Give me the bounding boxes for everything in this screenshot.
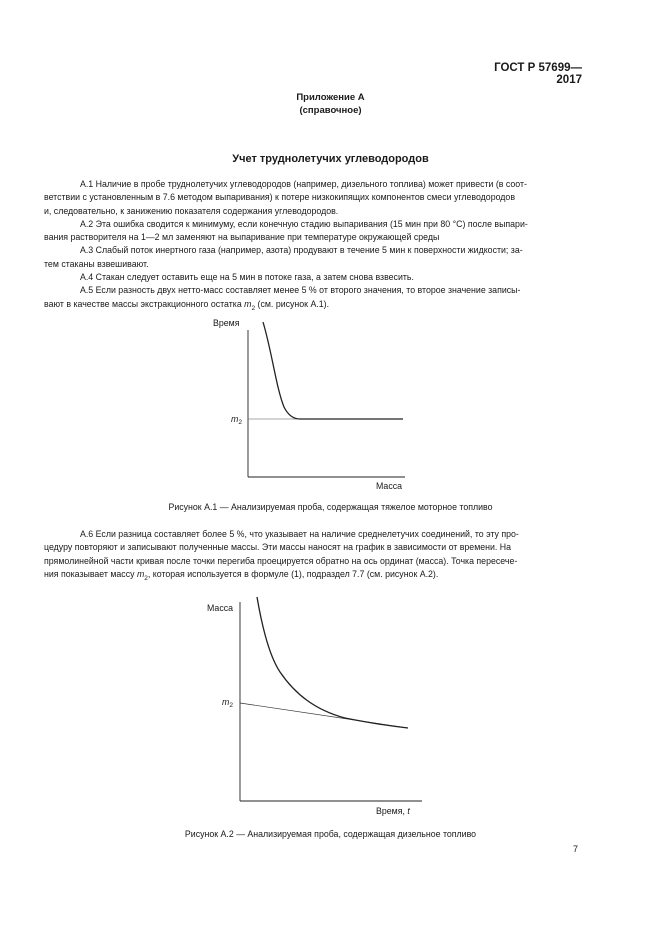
paragraph-a6-line2: цедуру повторяют и записывают полученные массы. Эти массы наносят на график в зависимости от времени. На [44,542,512,553]
figure-a1-x-label: Масса [376,481,403,491]
figure-a1-curve [263,322,403,419]
page-number: 7 [573,844,579,854]
a6-text-end: , которая используется в формуле (1), подраздел 7.7 (см. рисунок А.2). [147,568,439,579]
a6-variable: m [136,568,145,579]
figure-a2-x-label: Время, t [376,806,410,816]
annex-subtitle: (справочное) [299,105,362,116]
paragraph-a1-line2: ветствии с установленным в 7.6 методом выпаривания) к потере низкокипящих компонентов смеси углеводородов [44,192,515,203]
figure-a1-level-label: $m_2$ [231,414,242,426]
paragraph-a3-line1: А.3 Слабый поток инертного газа (например, азота) продувают в течение 5 мин к поверхности жидкости; за- [80,245,523,256]
paragraph-a2-line1: А.2 Эта ошибка сводится к минимуму, если конечную стадию выпаривания (15 мин при 80 °С) после выпари- [80,218,528,229]
a5-variable: m [244,298,252,309]
paragraph-a6-line4 [44,568,582,585]
figure-a1-y-label: Время [213,318,240,328]
a6-subscript: 2 [144,574,148,582]
paragraph-a3-line2: тем стаканы взвешивают. [44,258,149,269]
paragraph-a4-line1: А.4 Стакан следует оставить еще на 5 мин в потоке газа, а затем снова взвесить. [80,272,414,283]
a5-text-end: (см. рисунок А.1). [255,298,330,309]
a5-subscript: 2 [251,304,256,312]
figure-a1-caption: Рисунок А.1 — Анализируемая проба, содержащая тяжелое моторное топливо [168,502,493,512]
paragraph-a6-line1: А.6 Если разница составляет более 5 %, что указывает на наличие среднелетучих соединений, то эту про- [80,529,519,539]
figure-a2-y-label: Масса [207,603,234,613]
a6-text: ния показывает массу [44,568,137,579]
paragraph-a1-line1: А.1 Наличие в пробе труднолетучих углеводородов (например, дизельного топлива) может привести (в соот- [80,179,527,189]
figure-a2-level-label: $m_2$ [222,697,233,709]
paragraph-a6-line3: прямолинейной части кривая после точки перегиба проецируется обратно на ось ординат (масса). Точка пересече- [44,555,518,566]
document-number: ГОСТ Р 57699—2017 [494,62,582,86]
figure-a2-curve [257,597,408,728]
annex-title: Приложение А [296,92,365,103]
paragraphs-block-1 [44,178,582,315]
a5-text: вают в качестве массы экстракционного остатка [44,298,245,309]
section-title: Учет труднолетучих углеводородов [232,153,429,165]
figure-a2-caption: Рисунок А.2 — Анализируемая проба, содержащая дизельное топливо [184,829,477,839]
paragraph-a1-line3: и, следовательно, к занижению показателя содержания углеводородов. [44,205,339,216]
paragraph-a2-line2: вания растворителя на 1—2 мл заменяют на выпаривание при температуре окружающей среды [44,232,440,243]
paragraph-a5-line1: А.5 Если разность двух нетто-масс составляет менее 5 % от второго значения, то второе значение записы- [80,285,521,296]
figure-a1 [200,312,420,492]
figure-a2 [200,592,430,822]
paragraphs-block-2 [44,528,582,585]
